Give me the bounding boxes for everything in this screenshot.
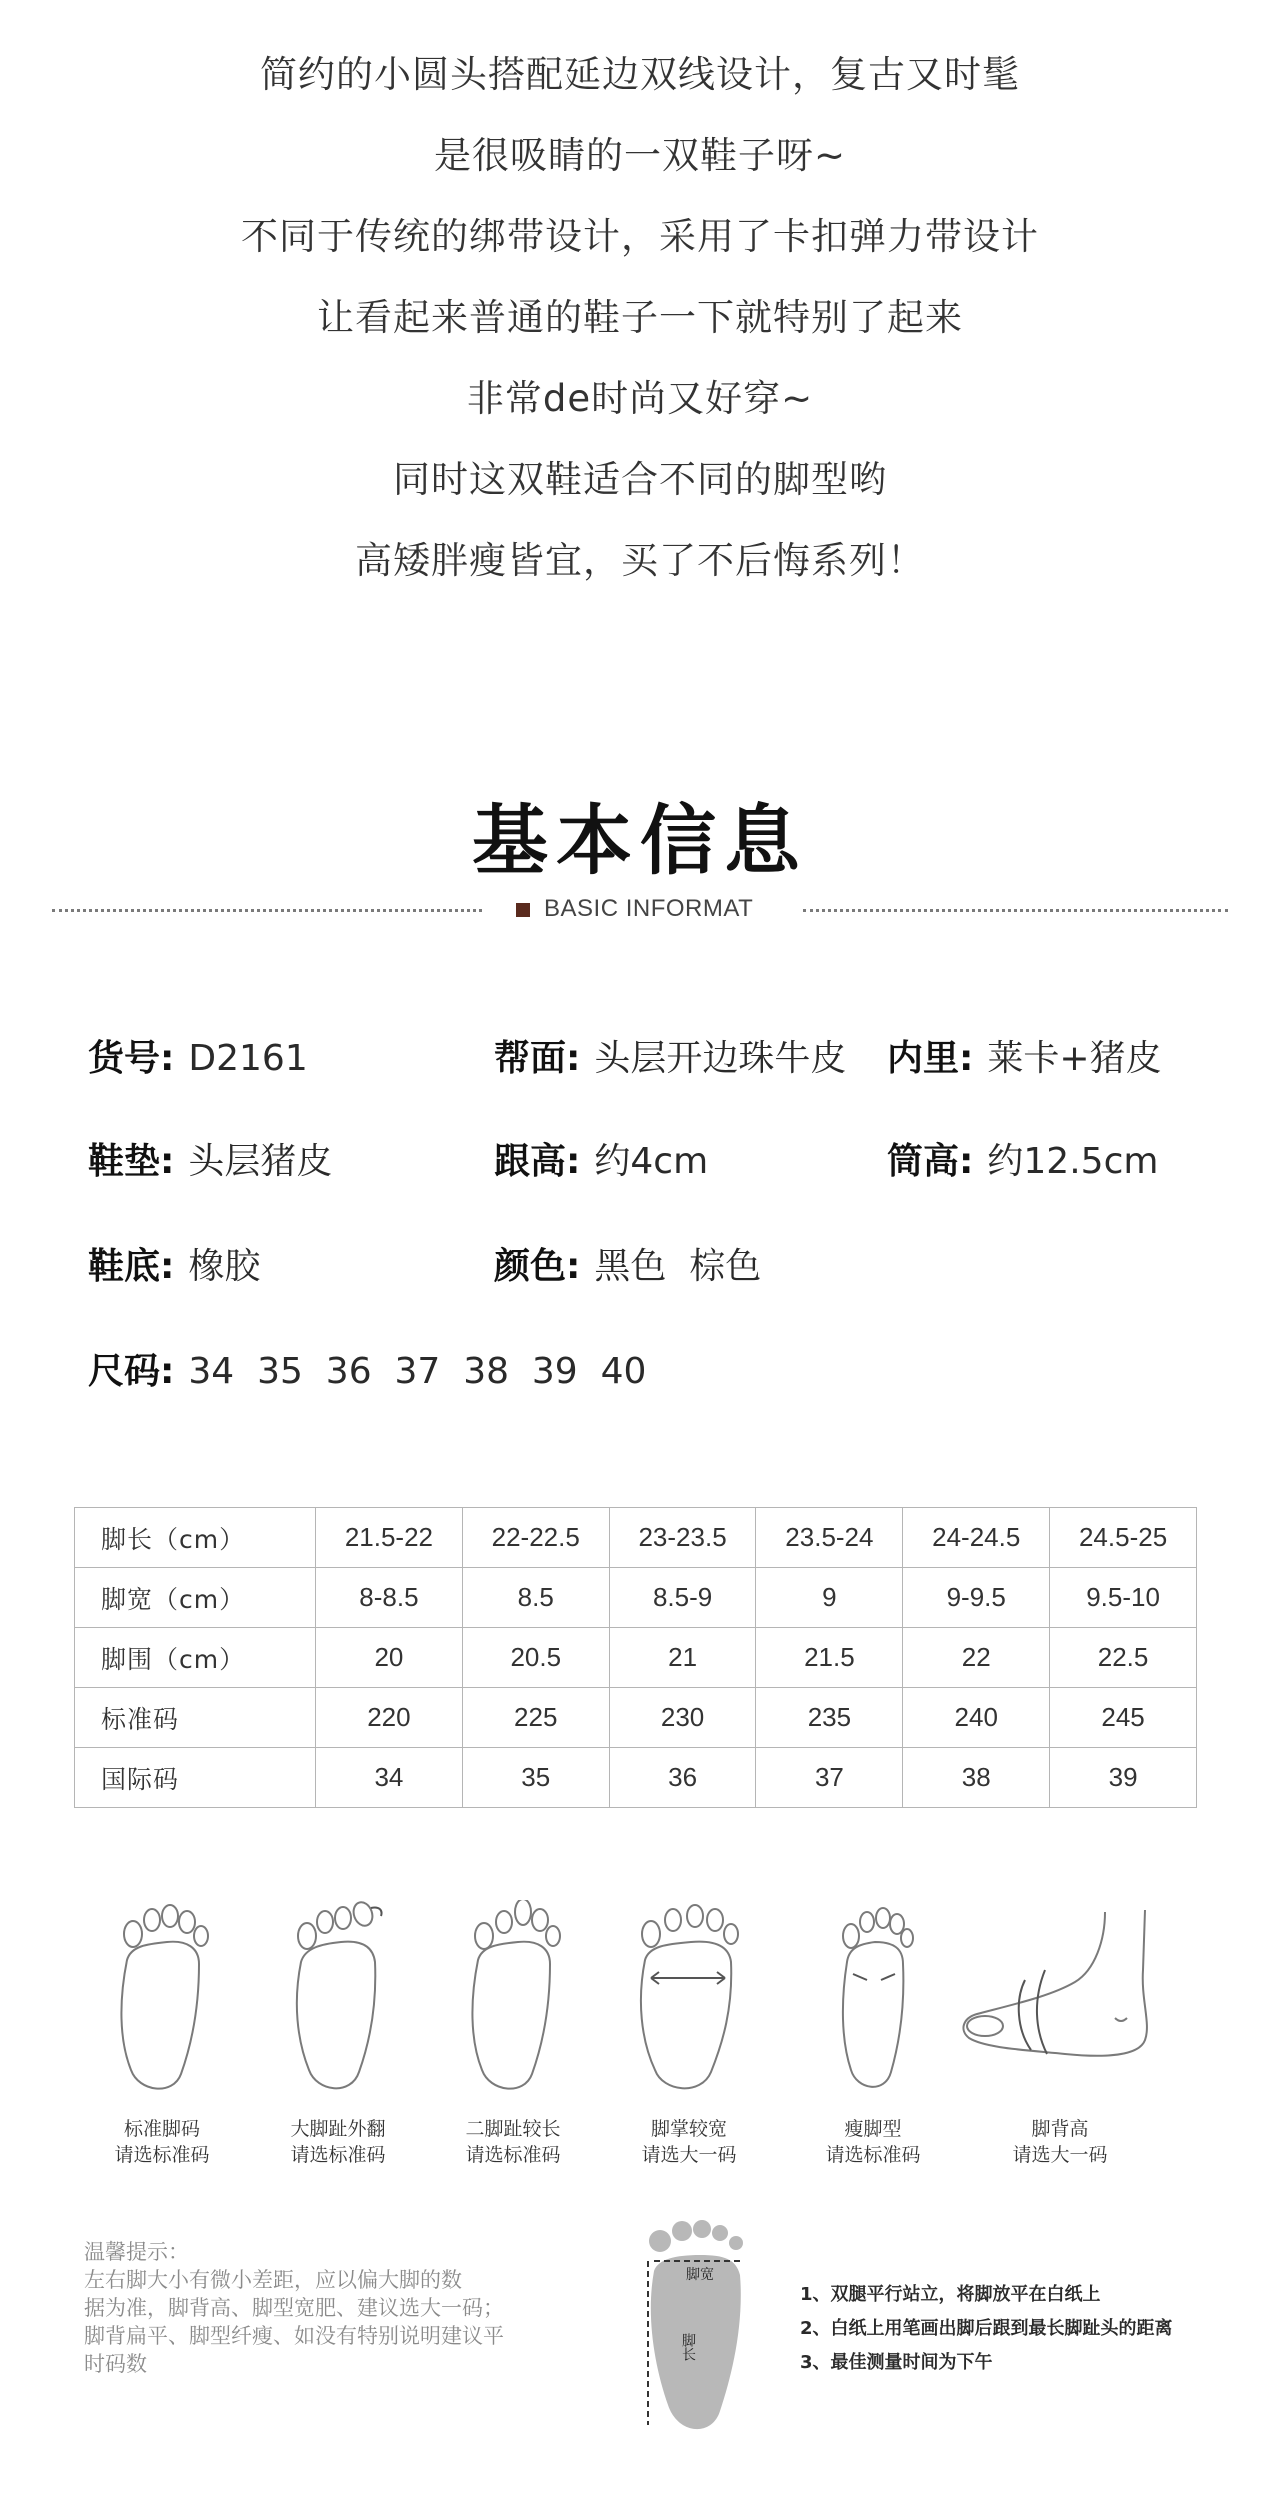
table-cell: 9.5-10 — [1050, 1568, 1197, 1628]
table-row — [75, 1568, 1197, 1628]
intro-text-block — [0, 34, 1280, 601]
info-item-no — [88, 1030, 308, 1081]
foot-type-name: 大脚趾外翻 — [290, 2118, 386, 2140]
info-label: 内里: — [887, 1038, 974, 1079]
accent-square-icon — [516, 903, 530, 917]
table-row — [75, 1748, 1197, 1808]
info-value: D2161 — [188, 1038, 308, 1079]
table-row — [75, 1688, 1197, 1748]
foot-type-standard — [67, 1900, 257, 2220]
foot-type-wide — [594, 1900, 784, 2220]
info-label: 筒高: — [887, 1141, 974, 1182]
footprint-icon — [640, 2215, 760, 2445]
dotted-rule-left — [52, 909, 482, 912]
foot-type-name: 脚掌较宽 — [650, 2118, 727, 2140]
table-cell: 20 — [316, 1628, 463, 1688]
table-cell: 245 — [1050, 1688, 1197, 1748]
info-sole — [88, 1238, 260, 1289]
table-cell: 23.5-24 — [756, 1508, 903, 1568]
info-value: 头层猪皮 — [188, 1141, 333, 1182]
info-value: 34 35 36 37 38 39 40 — [188, 1351, 647, 1392]
table-cell: 240 — [903, 1688, 1050, 1748]
table-cell: 220 — [316, 1688, 463, 1748]
table-cell: 9 — [756, 1568, 903, 1628]
intro-line: 简约的小圆头搭配延边双线设计，复古又时髦 — [260, 53, 1020, 96]
intro-line: 让看起来普通的鞋子一下就特别了起来 — [317, 296, 963, 339]
info-value: 黑色 棕色 — [594, 1246, 762, 1287]
table-row — [75, 1628, 1197, 1688]
row-header: 国际码 — [75, 1748, 316, 1808]
info-shaft — [887, 1133, 1158, 1184]
info-label: 跟高: — [494, 1141, 581, 1182]
section-title: 基本信息 — [472, 796, 808, 885]
table-row — [75, 1508, 1197, 1568]
table-cell: 36 — [609, 1748, 756, 1808]
tips-title: 温馨提示： — [84, 2240, 189, 2264]
table-cell: 24.5-25 — [1050, 1508, 1197, 1568]
foot-type-advice: 请选标准码 — [290, 2144, 386, 2166]
long-second-toe-foot-icon — [458, 1900, 568, 2100]
foot-type-advice: 请选大一码 — [641, 2144, 737, 2166]
dotted-rule-right — [803, 909, 1228, 912]
info-heel — [494, 1133, 708, 1184]
table-cell: 21.5 — [756, 1628, 903, 1688]
foot-type-slim — [778, 1900, 968, 2220]
info-value: 莱卡+猪皮 — [987, 1038, 1162, 1079]
table-cell: 8-8.5 — [316, 1568, 463, 1628]
high-instep-foot-icon — [955, 1900, 1165, 2100]
foot-type-advice: 请选大一码 — [1012, 2144, 1108, 2166]
table-cell: 34 — [316, 1748, 463, 1808]
table-cell: 235 — [756, 1688, 903, 1748]
size-table — [74, 1507, 1197, 1808]
table-cell: 35 — [462, 1748, 609, 1808]
info-label: 货号: — [88, 1038, 175, 1079]
tips-body — [84, 2266, 604, 2378]
measure-steps — [800, 2278, 1173, 2380]
table-cell: 21.5-22 — [316, 1508, 463, 1568]
row-header: 标准码 — [75, 1688, 316, 1748]
table-cell: 24-24.5 — [903, 1508, 1050, 1568]
info-label: 颜色: — [494, 1246, 581, 1287]
table-cell: 22.5 — [1050, 1628, 1197, 1688]
table-cell: 8.5 — [462, 1568, 609, 1628]
table-cell: 22-22.5 — [462, 1508, 609, 1568]
tips-line: 时码数 — [84, 2352, 147, 2376]
table-cell: 38 — [903, 1748, 1050, 1808]
info-size — [88, 1343, 646, 1394]
foot-type-advice: 请选标准码 — [825, 2144, 921, 2166]
table-cell: 37 — [756, 1748, 903, 1808]
intro-line: 高矮胖瘦皆宜，买了不后悔系列！ — [355, 539, 925, 582]
foot-type-name: 标准脚码 — [123, 2118, 200, 2140]
foot-type-high-instep — [950, 1900, 1170, 2220]
table-cell: 20.5 — [462, 1628, 609, 1688]
info-upper — [494, 1030, 846, 1081]
section-subtitle: BASIC INFORMAT — [544, 895, 754, 922]
foot-type-advice: 请选标准码 — [465, 2144, 561, 2166]
intro-line: 不同于传统的绑带设计，采用了卡扣弹力带设计 — [241, 215, 1039, 258]
wide-foot-icon — [629, 1900, 749, 2100]
info-insole — [88, 1133, 332, 1184]
table-cell: 39 — [1050, 1748, 1197, 1808]
info-label: 帮面: — [494, 1038, 581, 1079]
table-cell: 225 — [462, 1688, 609, 1748]
info-value: 约12.5cm — [987, 1141, 1159, 1182]
intro-line: 是很吸睛的一双鞋子呀~ — [433, 134, 846, 177]
row-header: 脚宽（cm） — [75, 1568, 316, 1628]
table-cell: 23-23.5 — [609, 1508, 756, 1568]
row-header: 脚围（cm） — [75, 1628, 316, 1688]
info-color — [494, 1238, 761, 1289]
measure-step: 1、双腿平行站立，将脚放平在白纸上 — [800, 2284, 1101, 2305]
foot-type-bunion — [243, 1900, 433, 2220]
table-cell: 21 — [609, 1628, 756, 1688]
foot-type-name: 脚背高 — [1031, 2118, 1089, 2140]
info-value: 橡胶 — [188, 1246, 261, 1287]
intro-line: 非常de时尚又好穿~ — [466, 377, 814, 420]
row-header: 脚长（cm） — [75, 1508, 316, 1568]
bunion-foot-icon — [283, 1900, 393, 2100]
measure-width-label: 脚宽 — [686, 2267, 714, 2283]
section-divider — [52, 895, 1228, 925]
table-cell: 9-9.5 — [903, 1568, 1050, 1628]
table-cell: 8.5-9 — [609, 1568, 756, 1628]
foot-type-name: 二脚趾较长 — [465, 2118, 561, 2140]
foot-type-advice: 请选标准码 — [114, 2144, 210, 2166]
info-value: 约4cm — [594, 1141, 709, 1182]
info-label: 尺码: — [88, 1351, 175, 1392]
foot-type-long-second-toe — [418, 1900, 608, 2220]
table-cell: 230 — [609, 1688, 756, 1748]
tips-line: 据为准，脚背高、脚型宽肥、建议选大一码； — [84, 2296, 504, 2320]
table-cell: 22 — [903, 1628, 1050, 1688]
tips-line: 左右脚大小有微小差距，应以偏大脚的数 — [84, 2268, 462, 2292]
foot-type-name: 瘦脚型 — [844, 2118, 902, 2140]
standard-foot-icon — [107, 1900, 217, 2100]
info-value: 头层开边珠牛皮 — [594, 1038, 847, 1079]
info-label: 鞋垫: — [88, 1141, 175, 1182]
measure-foot-diagram — [640, 2215, 760, 2445]
info-lining — [887, 1030, 1162, 1081]
measure-length-label: 脚长 — [680, 2333, 696, 2361]
slim-foot-icon — [823, 1900, 923, 2100]
measure-step: 2、白纸上用笔画出脚后跟到最长脚趾头的距离 — [800, 2318, 1173, 2339]
intro-line: 同时这双鞋适合不同的脚型哟 — [393, 458, 887, 501]
tips-line: 脚背扁平、脚型纤瘦、如没有特别说明建议平 — [84, 2324, 504, 2348]
info-label: 鞋底: — [88, 1246, 175, 1287]
measure-step: 3、最佳测量时间为下午 — [800, 2352, 993, 2373]
